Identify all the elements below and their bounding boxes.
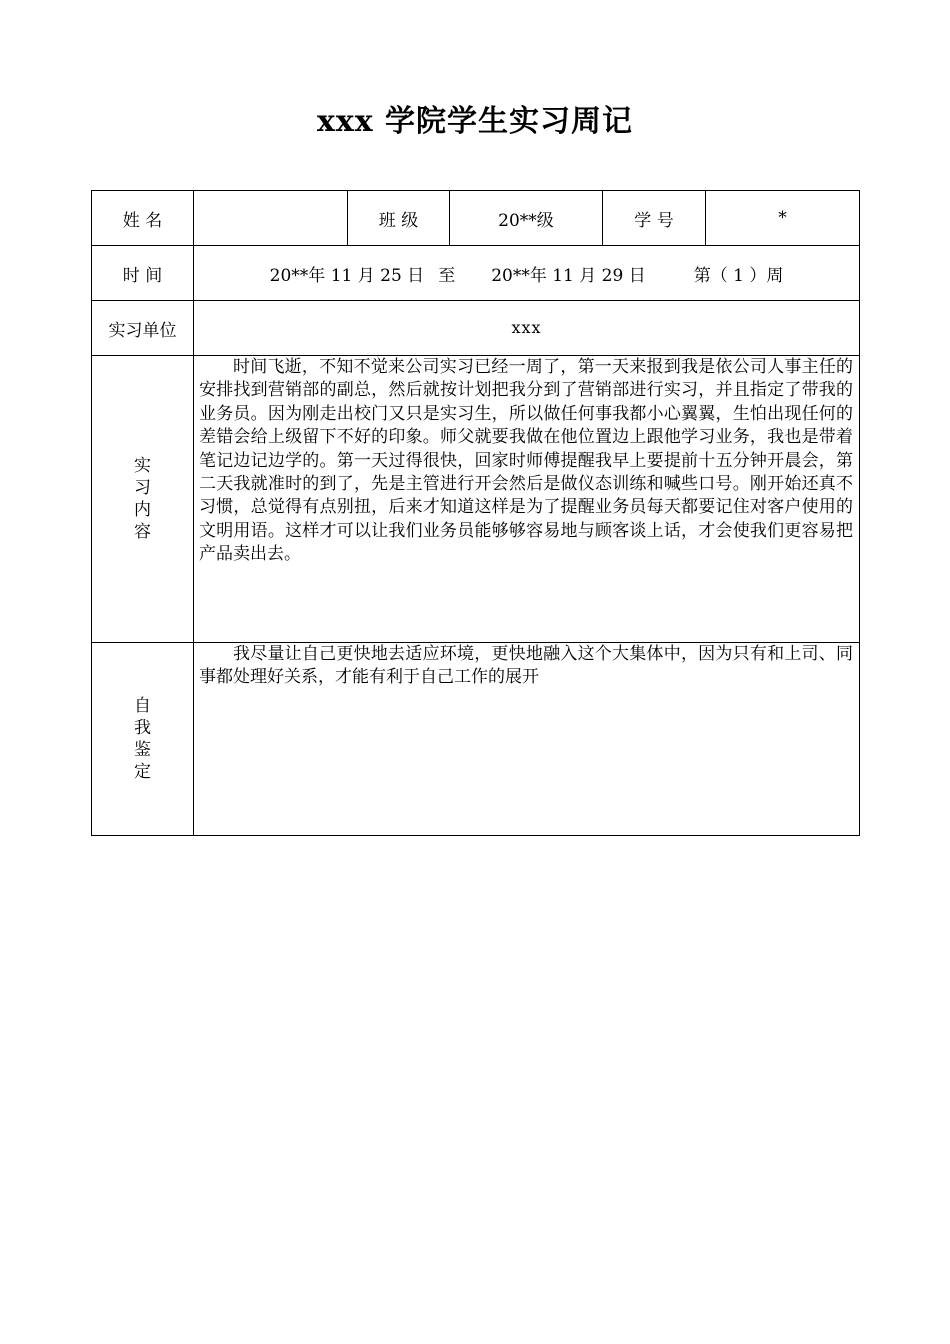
time-label-cell [92, 246, 194, 301]
self-evaluation-label [92, 695, 193, 783]
start-date: 20**年 11 月 25 日 [269, 265, 425, 286]
student-info-row [92, 191, 860, 246]
time-range [194, 261, 859, 286]
name-label: 姓 名 [122, 210, 163, 231]
content-label-char: 容 [134, 522, 151, 542]
content-label [92, 455, 193, 543]
week-number: 第（ 1 ）周 [693, 265, 784, 286]
unit-value-cell[interactable] [194, 301, 860, 356]
content-paragraph: 时间飞逝，不知不觉来公司实习已经一周了，第一天来报到我是依公司人事主任的安排找到营销部的副总，然后就按计划把我分到了营销部进行实习，并且指定了带我的业务员。因为刚走出校门又只是实习生，所以做任何事我都小心翼翼，生怕出现任何的差错会给上级留下不好的印象。师父就要我做在他位置边上跟他学习业务，我也是带着笔记边记边学的。第一天过得很快，回家时师傅提醒我早上要提前十五分钟开晨会，第二天我就准时的到了，先是主管进行开会然后是做仪态训练和喊些口号。刚开始还真不习惯，总觉得有点别扭，后来才知道这样是为了提醒业务员每天都要记住对客户使用的文明用语。这样才可以让我们业务员能够够容易地与顾客谈上话，才会使我们更容易把产品卖出去。 [199, 357, 853, 565]
content-label-cell [92, 356, 194, 643]
self-label-char: 定 [134, 762, 151, 782]
student-id-value: * [778, 208, 787, 228]
self-label-char: 鉴 [134, 740, 151, 760]
document-title: xxx 学院学生实习周记 [316, 104, 634, 139]
content-label-char: 习 [134, 478, 151, 498]
self-evaluation-paragraph: 我尽量让自己更快地去适应环境，更快地融入这个大集体中，因为只有和上司、同事都处理好关系，才能有利于自己工作的展开 [199, 644, 853, 688]
name-label-cell [92, 191, 194, 246]
class-label: 班 级 [378, 210, 419, 231]
self-label-char: 自 [134, 696, 151, 716]
time-label: 时 间 [122, 265, 163, 286]
unit-value: xxx [511, 318, 542, 337]
internship-content-row [92, 356, 860, 643]
class-label-cell [348, 191, 450, 246]
student-id-value-cell[interactable] [706, 191, 860, 246]
self-label-char: 我 [134, 718, 151, 738]
end-date: 20**年 11 月 29 日 [491, 265, 646, 286]
name-value-cell[interactable] [194, 191, 348, 246]
to-label: 至 [438, 265, 456, 286]
class-value: 20**级 [498, 210, 554, 231]
class-value-cell[interactable] [450, 191, 603, 246]
student-id-label: 学 号 [634, 210, 674, 231]
unit-label: 实习单位 [108, 320, 177, 341]
self-evaluation-row [92, 643, 860, 836]
time-row [92, 246, 860, 301]
time-value-cell[interactable] [194, 246, 860, 301]
internship-unit-row [92, 301, 860, 356]
unit-label-cell [92, 301, 194, 356]
content-label-char: 内 [134, 500, 151, 520]
self-label-cell [92, 643, 194, 836]
content-label-char: 实 [134, 456, 151, 476]
content-text-cell[interactable] [194, 356, 860, 643]
self-text-cell[interactable] [194, 643, 860, 836]
weekly-report-form [91, 190, 860, 836]
student-id-label-cell [603, 191, 706, 246]
